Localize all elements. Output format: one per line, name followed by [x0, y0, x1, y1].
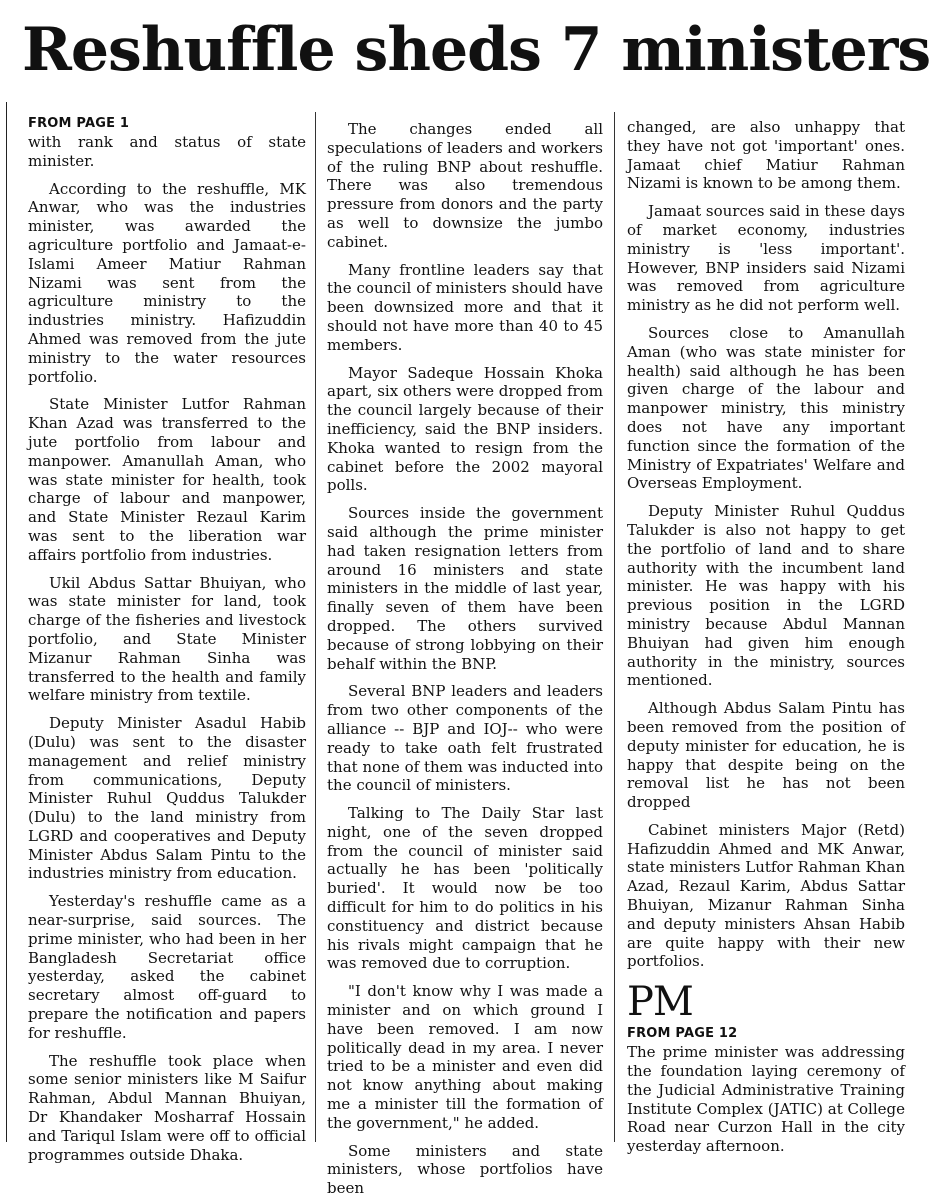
- article-column-2: [327, 116, 603, 1198]
- paragraph: Several BNP leaders and leaders from two other components of the alliance -- BJP and IOJ-- who were ready to take oath felt frustrated that none of them was inducted into the council of ministers.: [327, 682, 603, 795]
- paragraph: Ukil Abdus Sattar Bhuiyan, who was state minister for land, took charge of the fisheries and livestock portfolio, and State Minister Mizanur Rahman Sinha was transferred to the health and family welfare ministry from textile.: [28, 573, 306, 705]
- paragraph: State Minister Lutfor Rahman Khan Azad was transferred to the jute portfolio from labour and manpower. Amanullah Aman, who was state minister for health, took charge of labour and manpower, and State Minister Rezaul Karim was sent to the liberation war affairs portfolio from industries.: [28, 395, 306, 564]
- paragraph: "I don't know why I was made a minister and on which ground I have been removed. I am now politically dead in my area. I never tried to be a minister and even did not know anything about making me a minister till the formation of the government," he added.: [327, 982, 603, 1132]
- paragraph: Some ministers and state ministers, whose portfolios have been: [327, 1141, 603, 1198]
- article-headline: Reshuffle sheds 7 ministers: [22, 15, 930, 85]
- paragraph: Mayor Sadeque Hossain Khoka apart, six others were dropped from the council largely because of their inefficiency, said the BNP insiders. Khoka wanted to resign from the cabinet before the 2002 mayoral polls.: [327, 363, 603, 495]
- column-divider: [315, 112, 316, 1142]
- paragraph: Yesterday's reshuffle came as a near-surprise, said sources. The prime minister, who had been in her Bangladesh Secretariat office yesterday, asked the cabinet secretary almost off-guard to prepare the notification and papers for reshuffle.: [28, 892, 306, 1042]
- paragraph: with rank and status of state minister.: [28, 133, 306, 170]
- paragraph: According to the reshuffle, MK Anwar, who was the industries minister, was awarded the agriculture portfolio and Jamaat-e-Islami Ameer Matiur Rahman Nizami was sent from the agriculture ministry to the industries ministry. Hafizuddin Ahmed was removed from the jute ministry to the water resources portfolio.: [28, 179, 306, 386]
- paragraph: Deputy Minister Asadul Habib (Dulu) was sent to the disaster management and relief ministry from communications, Deputy Minister Ruhul Quddus Talukder (Dulu) to the land ministry from LGRD and cooperatives and Deputy Minister Abdus Salam Pintu to the industries ministry from education.: [28, 714, 306, 883]
- article-column-3: [627, 116, 905, 1156]
- column-divider: [614, 112, 615, 1142]
- paragraph: Deputy Minister Ruhul Quddus Talukder is also not happy to get the portfolio of land and to share authority with the incumbent land minister. He was happy with his previous position in the LGRD ministry because Abdul Mannan Bhuiyan had given him enough authority in the ministry, sources mentioned.: [627, 502, 905, 690]
- paragraph: Jamaat sources said in these days of market economy, industries ministry is 'less important'. However, BNP insiders said Nizami was removed from agriculture ministry as he did not perform well.: [627, 202, 905, 315]
- paragraph: The changes ended all speculations of leaders and workers of the ruling BNP about reshuffle. There was also tremendous pressure from donors and the party as well to downsize the jumbo cabinet.: [327, 120, 603, 251]
- left-edge-rule: [6, 102, 7, 1142]
- paragraph: Many frontline leaders say that the council of ministers should have been downsized more and that it should not have more than 40 to 45 members.: [327, 260, 603, 354]
- paragraph: Although Abdus Salam Pintu has been removed from the position of deputy minister for education, he is happy that despite being on the removal list he has not been dropped: [627, 699, 905, 812]
- paragraph: The reshuffle took place when some senior ministers like M Saifur Rahman, Abdul Mannan Bhuiyan, Dr Khandaker Mosharraf Hossain and Tariqul Islam were off to official programmes outside Dhaka.: [28, 1051, 306, 1164]
- paragraph: Cabinet ministers Major (Retd) Hafizuddin Ahmed and MK Anwar, state ministers Lutfor Rahman Khan Azad, Rezaul Karim, Abdus Sattar Bhuiyan, Mizanur Rahman Sinha and deputy ministers Ahsan Habib are quite happy with their new portfolios.: [627, 820, 905, 971]
- paragraph: Sources close to Amanullah Aman (who was state minister for health) said although he has been given charge of the labour and manpower ministry, this ministry does not have any important function since the formation of the Ministry of Expatriates' Welfare and Overseas Employment.: [627, 323, 905, 493]
- article-column-1: [28, 116, 306, 1164]
- paragraph: Talking to The Daily Star last night, one of the seven dropped from the council of minister said actually he has been 'politically buried'. It would now be too difficult for him to do politics in his constituency and district because his rivals might campaign that he was removed due to corruption.: [327, 804, 603, 973]
- pm-story-paragraph: The prime minister was addressing the foundation laying ceremony of the Judicial Administrative Training Institute Complex (JATIC) at College Road near Curzon Hall in the city yesterday afternoon.: [627, 1043, 905, 1156]
- pm-continued-from-label: FROM PAGE 12: [627, 1026, 738, 1042]
- pm-story-headline: PM: [627, 979, 693, 1026]
- paragraph: changed, are also unhappy that they have not got 'important' ones. Jamaat chief Matiur Rahman Nizami is known to be among them.: [627, 118, 905, 193]
- continued-from-label: FROM PAGE 1: [28, 116, 130, 131]
- paragraph: Sources inside the government said although the prime minister had taken resignation letters from around 16 ministers and state ministers in the middle of last year, finally seven of them have been dropped. The others survived because of strong lobbying on their behalf within the BNP.: [327, 504, 603, 673]
